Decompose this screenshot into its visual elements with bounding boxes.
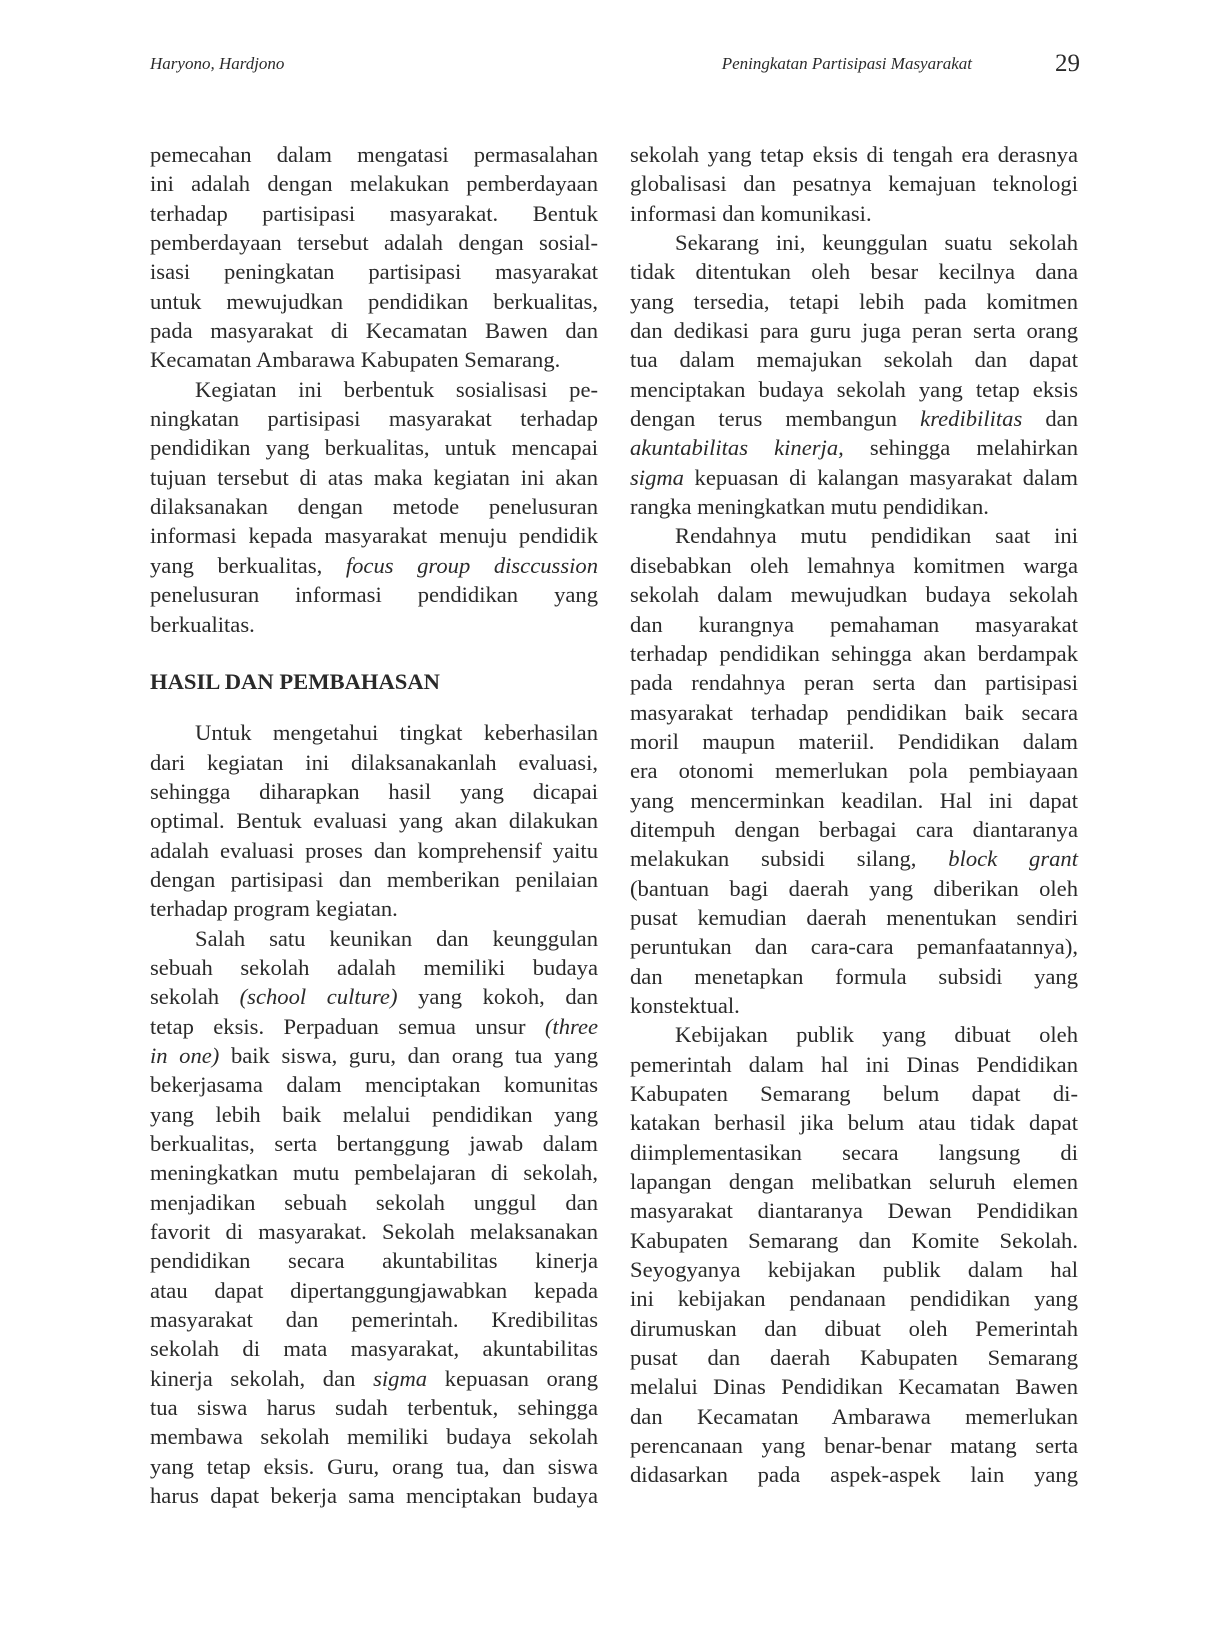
- paragraph-line: meningkatkan mutu pembelajaran di sekolah,: [150, 1160, 598, 1186]
- paragraph-line: disebabkan oleh lemahnya komitmen warga: [630, 552, 1078, 578]
- paragraph-line: sekolah dalam mewujudkan budaya sekolah: [630, 582, 1078, 608]
- section-heading: HASIL DAN PEMBAHASAN: [150, 668, 440, 694]
- paragraph-line: yang lebih baik melalui pendidikan yang: [150, 1101, 598, 1127]
- paragraph-line: menjadikan sebuah sekolah unggul dan: [150, 1189, 598, 1215]
- paragraph-line: ini kebijakan pendanaan pendidikan yang: [630, 1286, 1078, 1312]
- paragraph-line: katakan berhasil jika belum atau tidak dapat: [630, 1110, 1078, 1136]
- paragraph-line: globalisasi dan pesatnya kemajuan teknologi: [630, 171, 1078, 197]
- paragraph-line: membawa sekolah memiliki budaya sekolah: [150, 1424, 598, 1450]
- paragraph-line: [150, 1041, 598, 1070]
- paragraph-line: perencanaan yang benar-benar matang serta: [630, 1433, 1078, 1459]
- right-column: [630, 140, 1078, 1490]
- paragraph-line: informasi kepada masyarakat menuju pendidik: [150, 523, 598, 549]
- header-authors: Haryono, Hardjono: [150, 54, 285, 73]
- paragraph-line: Kabupaten Semarang dan Komite Sekolah.: [630, 1227, 1078, 1253]
- paragraph-line: Sekarang ini, keunggulan suatu sekolah: [675, 230, 1078, 256]
- paragraph-line: Rendahnya mutu pendidikan saat ini: [675, 523, 1078, 549]
- paragraph-line: dari kegiatan ini dilaksanakanlah evaluasi,: [150, 749, 598, 775]
- paragraph-line: dan dedikasi para guru juga peran serta orang: [630, 318, 1078, 344]
- paragraph-line: ningkatan partisipasi masyarakat terhadap: [150, 406, 598, 432]
- paragraph-line: untuk mewujudkan pendidikan berkualitas,: [150, 288, 598, 314]
- italic-term: block grant: [948, 846, 1078, 872]
- paragraph-line: pusat dan daerah Kabupaten Semarang: [630, 1345, 1078, 1371]
- paragraph-line: pusat kemudian daerah menentukan sendiri: [630, 904, 1078, 930]
- paragraph-line: [630, 433, 1078, 462]
- paragraph-line: Seyogyanya kebijakan publik dalam hal: [630, 1257, 1078, 1283]
- paragraph-line: tua dalam memajukan sekolah dan dapat: [630, 347, 1078, 373]
- paragraph-line: tidak ditentukan oleh besar kecilnya dana: [630, 259, 1078, 285]
- paragraph-line: dan menetapkan formula subsidi yang: [630, 963, 1078, 989]
- paragraph-line: pada masyarakat di Kecamatan Bawen dan: [150, 318, 598, 344]
- paragraph-line: Untuk mengetahui tingkat keberhasilan: [195, 720, 598, 746]
- paragraph-line: menciptakan budaya sekolah yang tetap eksis: [630, 376, 1078, 402]
- paragraph-line: atau dapat dipertanggungjawabkan kepada: [150, 1277, 598, 1303]
- paragraph-line: sebuah sekolah adalah memiliki budaya: [150, 954, 598, 980]
- paragraph-line: optimal. Bentuk evaluasi yang akan dilakukan: [150, 808, 598, 834]
- paragraph-line: berkualitas.: [150, 611, 255, 637]
- paragraph-line: lapangan dengan melibatkan seluruh elemen: [630, 1169, 1078, 1195]
- text-run: kepuasan di kalangan masyarakat dalam: [694, 464, 1078, 490]
- paragraph-line: ditempuh dengan berbagai cara diantaranya: [630, 816, 1078, 842]
- paragraph-line: peruntukan dan cara-cara pemanfaatannya),: [630, 934, 1078, 960]
- paragraph-line: berkualitas, serta bertanggung jawab dalam: [150, 1131, 598, 1156]
- paragraph-line: pemerintah dalam hal ini Dinas Pendidikan: [630, 1051, 1078, 1077]
- text-run: yang kokoh, dan: [418, 984, 598, 1010]
- paragraph-line: era otonomi memerlukan pola pembiayaan: [630, 758, 1078, 784]
- paragraph-line: isasi peningkatan partisipasi masyarakat: [150, 259, 598, 285]
- paragraph-line: masyarakat diantaranya Dewan Pendidikan: [630, 1198, 1078, 1224]
- italic-term: focus group disccussion: [345, 552, 598, 578]
- text-run: kepuasan orang: [444, 1365, 598, 1391]
- paragraph-line: informasi dan komunikasi.: [630, 200, 872, 226]
- paragraph-line: sehingga diharapkan hasil yang dicapai: [150, 778, 598, 804]
- text-run: melakukan subsidi silang,: [630, 846, 917, 872]
- italic-term: in one): [150, 1042, 220, 1068]
- paragraph-line: ini adalah dengan melakukan pemberdayaan: [150, 171, 598, 197]
- paragraph-line: [150, 1012, 598, 1041]
- italic-term: sigma: [630, 464, 684, 490]
- paragraph-line: pada rendahnya peran serta dan partisipasi: [630, 670, 1078, 696]
- paragraph-line: sekolah yang tetap eksis di tengah era derasnya: [630, 142, 1078, 167]
- paragraph-line: Kecamatan Ambarawa Kabupaten Semarang.: [150, 347, 561, 373]
- paragraph-line: pendidikan secara akuntabilitas kinerja: [150, 1248, 598, 1274]
- paragraph-line: tujuan tersebut di atas maka kegiatan ini akan: [150, 464, 598, 490]
- text-run: dengan terus membangun: [630, 406, 898, 432]
- text-run: dan: [1045, 406, 1078, 432]
- paragraph-line: didasarkan pada aspek-aspek lain yang: [630, 1462, 1078, 1488]
- text-run: tetap eksis. Perpaduan semua unsur: [150, 1013, 526, 1039]
- text-run: yang berkualitas,: [150, 552, 323, 578]
- paragraph-line: favorit di masyarakat. Sekolah melaksanakan: [150, 1219, 598, 1245]
- header-running-title: Peningkatan Partisipasi Masyarakat: [721, 54, 972, 73]
- paragraph-line: rangka meningkatkan mutu pendidikan.: [630, 494, 989, 520]
- paragraph-line: [630, 404, 1078, 433]
- paragraph-line: Kabupaten Semarang belum dapat di-: [630, 1081, 1078, 1106]
- paragraph-line: dan kurangnya pemahaman masyarakat: [630, 611, 1078, 637]
- paragraph-line: sekolah di mata masyarakat, akuntabilitas: [150, 1336, 598, 1362]
- paragraph-line: dan Kecamatan Ambarawa memerlukan: [630, 1403, 1078, 1429]
- running-header: [150, 50, 1080, 86]
- paragraph-line: [150, 551, 598, 580]
- paragraph-line: terhadap partisipasi masyarakat. Bentuk: [150, 200, 598, 226]
- paragraph-line: [150, 982, 598, 1011]
- paragraph-line: terhadap pendidikan sehingga akan berdampak: [630, 640, 1078, 666]
- text-run: baik siswa, guru, dan orang tua yang: [230, 1042, 598, 1068]
- paragraph-line: [630, 844, 1078, 873]
- paragraph-line: terhadap program kegiatan.: [150, 896, 398, 922]
- paragraph-line: Salah satu keunikan dan keunggulan: [195, 925, 598, 951]
- paragraph-line: harus dapat bekerja sama menciptakan budaya: [150, 1483, 598, 1509]
- paragraph-line: pemberdayaan tersebut adalah dengan sosial-: [150, 230, 598, 256]
- paragraph-line: Kebijakan publik yang dibuat oleh: [675, 1022, 1078, 1048]
- left-column: [150, 140, 598, 1510]
- text-run: sekolah: [150, 984, 220, 1010]
- paragraph-line: dirumuskan dan dibuat oleh Pemerintah: [630, 1315, 1078, 1341]
- paragraph-line: yang mencerminkan keadilan. Hal ini dapat: [630, 787, 1078, 813]
- paragraph-line: dengan partisipasi dan memberikan penilaian: [150, 866, 598, 892]
- paragraph-line: diimplementasikan secara langsung di: [630, 1139, 1078, 1165]
- paragraph-line: masyarakat dan pemerintah. Kredibilitas: [150, 1307, 598, 1333]
- italic-term: sigma: [373, 1365, 428, 1391]
- paragraph-line: yang tersedia, tetapi lebih pada komitmen: [630, 288, 1078, 314]
- paragraph-line: [630, 463, 1078, 492]
- italic-term: (school culture): [239, 984, 398, 1010]
- paragraph-line: tua siswa harus sudah terbentuk, sehingga: [150, 1395, 598, 1421]
- paragraph-line: pendidikan yang berkualitas, untuk mencapai: [150, 435, 598, 461]
- italic-term: kredibilitas: [920, 406, 1023, 432]
- text-run: kinerja sekolah, dan: [150, 1365, 356, 1391]
- paragraph-line: melalui Dinas Pendidikan Kecamatan Bawen: [630, 1374, 1078, 1400]
- paragraph-line: [150, 1364, 598, 1393]
- paragraph-line: dilaksanakan dengan metode penelusuran: [150, 494, 598, 520]
- paragraph-line: Kegiatan ini berbentuk sosialisasi pe-: [195, 376, 598, 402]
- paragraph-line: yang tetap eksis. Guru, orang tua, dan siswa: [150, 1453, 598, 1479]
- paragraph-line: bekerjasama dalam menciptakan komunitas: [150, 1072, 598, 1098]
- paragraph-line: konstektual.: [630, 992, 740, 1018]
- paragraph-line: penelusuran informasi pendidikan yang: [150, 582, 598, 608]
- paragraph-line: adalah evaluasi proses dan komprehensif yaitu: [150, 837, 598, 863]
- paragraph-line: masyarakat terhadap pendidikan baik secara: [630, 699, 1078, 725]
- italic-term: akuntabilitas kinerja,: [630, 435, 844, 461]
- paragraph-line: pemecahan dalam mengatasi permasalahan: [150, 142, 598, 167]
- text-run: sehingga melahirkan: [869, 435, 1078, 461]
- paragraph-line: moril maupun materiil. Pendidikan dalam: [630, 728, 1078, 754]
- italic-term: (three: [544, 1013, 598, 1039]
- page-number: 29: [1055, 50, 1080, 77]
- paragraph-line: (bantuan bagi daerah yang diberikan oleh: [630, 875, 1078, 901]
